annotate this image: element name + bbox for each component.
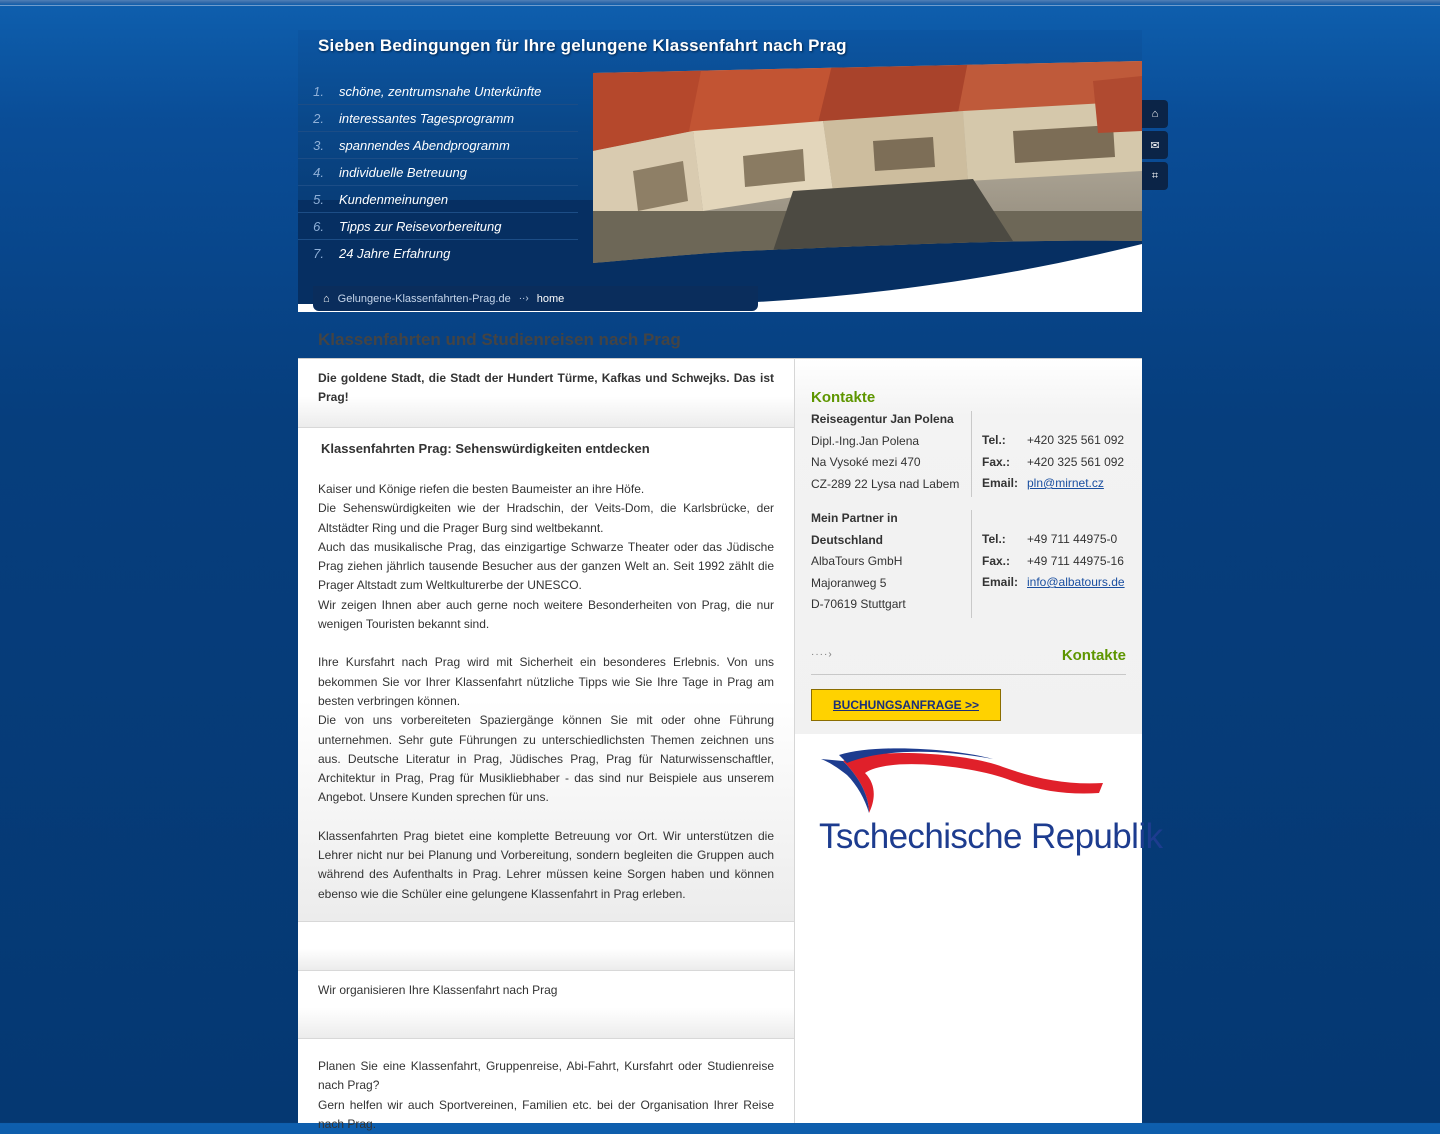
breadcrumb-site-link[interactable]: Gelungene-Klassenfahrten-Prag.de <box>337 292 511 305</box>
menu-number: 7. <box>313 246 324 261</box>
article-paragraph: Kaiser und Könige riefen die besten Baumeister an ihre Höfe. <box>318 482 645 496</box>
mail-icon[interactable]: ✉ <box>1142 131 1168 159</box>
partner-line: AlbaTours GmbH <box>811 554 903 568</box>
agency-line: Na Vysoké mezi 470 <box>811 455 921 469</box>
agency-phone-block <box>982 430 1142 495</box>
menu-number: 1. <box>313 83 324 99</box>
plan-paragraph: Planen Sie eine Klassenfahrt, Gruppenreise, Abi-Fahrt, Kursfahrt oder Studienreise nach Prag? <box>318 1059 774 1093</box>
site-title: Sieben Bedingungen für Ihre gelungene Klassenfahrt nach Prag <box>318 36 847 55</box>
article-sights <box>298 428 794 922</box>
breadcrumb-separator: ··› <box>518 293 529 304</box>
partner-address <box>811 508 971 616</box>
sidebar-right <box>795 358 1163 1123</box>
prague-rooftops-photo <box>593 61 1142 263</box>
plan-section <box>298 1039 794 1134</box>
agency-name: Reiseagentur Jan Polena <box>811 412 954 426</box>
plan-paragraph: Gern helfen wir auch Sportvereinen, Familien etc. bei der Organisation Ihrer Reise nach Prag. <box>318 1097 774 1131</box>
side-icon-bar <box>1142 100 1168 193</box>
czech-flag-swoosh <box>817 749 1109 819</box>
email-label: Email: <box>982 476 1019 490</box>
home-icon[interactable]: ⌂ <box>323 292 330 305</box>
breadcrumb-current: home <box>536 292 565 305</box>
fax-value: +420 325 561 092 <box>1027 454 1125 469</box>
main-menu <box>298 78 578 267</box>
menu-item-tagesprogramm[interactable] <box>298 105 578 132</box>
organize-text: Wir organisieren Ihre Klassenfahrt nach Prag <box>298 971 794 1039</box>
sitemap-icon[interactable]: ⌗ <box>1142 162 1168 190</box>
agency-line: CZ-289 22 Lysa nad Labem <box>811 476 960 491</box>
agency-email-link[interactable]: pln@mirnet.cz <box>1027 476 1104 490</box>
menu-item-reisevorbereitung[interactable] <box>298 213 578 240</box>
article-paragraph: Die von uns vorbereiteten Spaziergänge können Sie mit oder ohne Führung unternehmen. Sehr gute Führungen zu unterschiedlichsten Themen zeichnen uns aus. Deutsche Literatur in Prag, Jüdisches Prag, Prag für Naturwissenschaftler, Architektur in Prag, Prag für Musikliebhaber - das sind nur Beispiele aus unserem Angebot. Unsere Kunden sprechen für uns. <box>318 713 774 805</box>
contacts-title: Kontakte <box>811 389 876 406</box>
breadcrumb <box>313 286 758 311</box>
page-title: Klassenfahrten und Studienreisen nach Prag <box>318 330 681 349</box>
menu-number: 2. <box>313 110 324 126</box>
article-paragraph: Ihre Kursfahrt nach Prag wird mit Sicherheit ein besonderes Erlebnis. Von uns bekommen Sie vor Ihrer Klassenfahrt nützliche Tipps wie Sie Ihre Tage in Prag am besten verbringen können. <box>318 655 774 708</box>
menu-label[interactable]: schöne, zentrumsnahe Unterkünfte <box>339 83 542 99</box>
spacer <box>318 634 774 653</box>
menu-item-erfahrung[interactable] <box>298 240 578 267</box>
dotted-arrow-icon: ····› <box>811 649 833 660</box>
article-paragraph: Die Sehenswürdigkeiten wie der Hradschin, der Veits-Dom, die Karlsbrücke, der Altstädter Ring und die Prager Burg sind weltbekannt. <box>318 501 774 535</box>
logo-text: Tschechische Republik <box>819 817 1163 856</box>
spacer <box>318 808 774 827</box>
agency-line: Dipl.-Ing.Jan Polena <box>811 433 920 448</box>
tel-value: +420 325 561 092 <box>1027 433 1125 447</box>
agency-address <box>811 409 971 495</box>
menu-label[interactable]: interessantes Tagesprogramm <box>339 110 515 126</box>
fax-label: Fax.: <box>982 454 1011 469</box>
partner-line: D-70619 Stuttgart <box>811 597 906 611</box>
fax-label: Fax.: <box>982 553 1011 568</box>
czech-republic-logo <box>817 749 1163 867</box>
header <box>298 0 1160 358</box>
menu-item-kundenmeinungen[interactable] <box>298 186 578 213</box>
menu-label[interactable]: 24 Jahre Erfahrung <box>339 246 451 261</box>
empty-block <box>298 922 794 971</box>
menu-item-abendprogramm[interactable] <box>298 132 578 159</box>
home-icon[interactable]: ⌂ <box>1142 100 1168 128</box>
divider <box>971 510 972 618</box>
divider <box>971 411 972 497</box>
page-container <box>298 0 1163 1131</box>
main-content <box>298 358 795 1131</box>
booking-request-button[interactable]: BUCHUNGSANFRAGE >> <box>811 689 1001 721</box>
tel-value: +49 711 44975-0 <box>1027 532 1118 546</box>
menu-item-unterkuenfte[interactable] <box>298 78 578 105</box>
menu-number: 4. <box>313 164 324 180</box>
article-paragraph: Auch das musikalische Prag, das einzigartige Schwarze Theater oder das Jüdische Prag ziehen jährlich tausende Besucher aus der ganzen Welt an. Seit 1992 zählt die Prager Altstadt zum Weltkulturerbe der UNESCO. <box>318 539 774 593</box>
partner-line: Majoranweg 5 <box>811 575 887 590</box>
tel-label: Tel.: <box>982 532 1006 546</box>
menu-label[interactable]: individuelle Betreuung <box>339 164 467 180</box>
menu-number: 3. <box>313 137 324 153</box>
partner-name: Mein Partner in Deutschland <box>811 511 898 547</box>
menu-number: 5. <box>313 191 324 207</box>
email-label: Email: <box>982 575 1019 589</box>
menu-label[interactable]: spannendes Abendprogramm <box>339 137 510 153</box>
menu-label[interactable]: Tipps zur Reisevorbereitung <box>339 218 502 234</box>
partner-phone-block <box>982 529 1142 594</box>
menu-item-betreuung[interactable] <box>298 159 578 186</box>
menu-number: 6. <box>313 218 324 234</box>
intro-text: Die goldene Stadt, die Stadt der Hundert Türme, Kafkas und Schwejks. Das ist Prag! <box>298 359 794 428</box>
article-paragraph: Klassenfahrten Prag bietet eine komplette Betreuung vor Ort. Wir unterstützen die Lehrer nicht nur bei Planung und Vorbereitung, sondern begleiten die Gruppen auch während des Aufenthalts in Prag. Lehrer müssen keine Sorgen haben und können ebenso wie die Schüler eine gelungene Klassenfahrt in Prag erleben. <box>318 828 774 901</box>
fax-value: +49 711 44975-16 <box>1027 553 1124 568</box>
article-paragraph: Wir zeigen Ihnen aber auch gerne noch weitere Besonderheiten von Prag, die nur wenigen Touristen bekannt sind. <box>318 597 774 632</box>
contacts-link[interactable]: Kontakte <box>1061 647 1126 664</box>
partner-email-link[interactable]: info@albatours.de <box>1027 575 1125 589</box>
tel-label: Tel.: <box>982 433 1006 447</box>
contacts-footer <box>811 645 1126 675</box>
menu-label[interactable]: Kundenmeinungen <box>339 191 449 207</box>
article-heading: Klassenfahrten Prag: Sehenswürdigkeiten entdecken <box>321 441 650 456</box>
contacts-box <box>795 359 1142 734</box>
